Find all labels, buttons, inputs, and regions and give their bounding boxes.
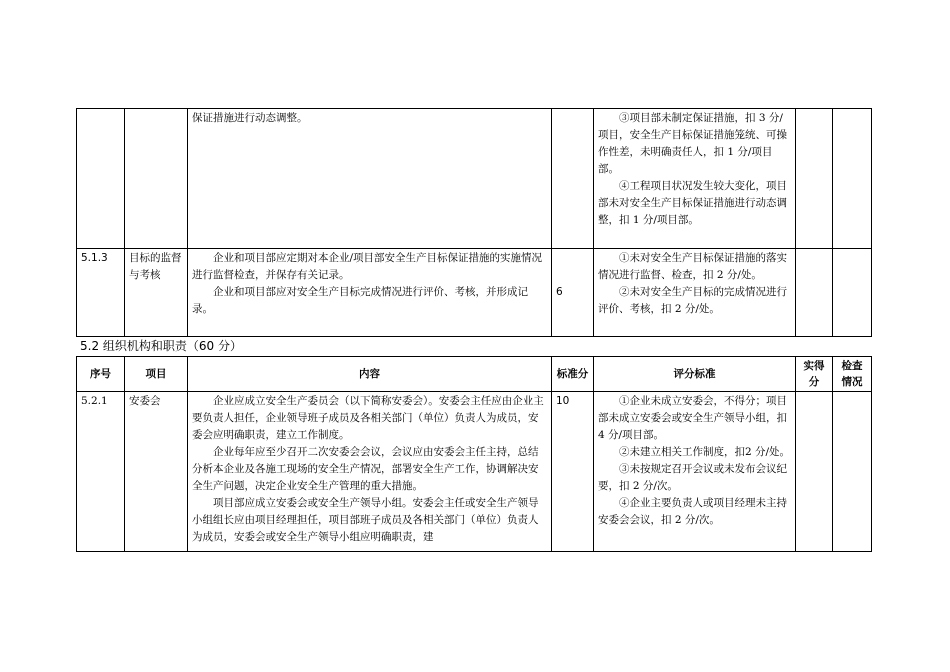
content-text: 企业每年应至少召开二次安委会会议，会议应由安委会主任主持，总结分析本企业及各施工现场的安全生产情况，部署安全生产工作，协调解决安全生产问题，决定企业安全生产管理的重大措施。 — [192, 446, 539, 492]
item-cell: 目标的监督与考核 — [125, 249, 188, 337]
criteria-cell — [594, 392, 796, 552]
criteria-item: ①未对安全生产目标保证措施的落实情况进行监督、检查，扣 2 分/处。 — [598, 252, 787, 281]
content-text: 项目部应成立安委会或安全生产领导小组。安委会主任或安全生产领导小组组长应由项目经理担任，项目部班子成员及各相关部门（单位）负责人为成员，安委会或安全生产领导小组应明确职责，建 — [192, 497, 539, 543]
item-cell — [125, 109, 188, 249]
actual-score-cell — [796, 109, 833, 249]
standards-table-continued — [76, 108, 872, 337]
content-cell — [188, 249, 552, 337]
criteria-item: ②未对安全生产目标的完成情况进行评价、考核，扣 2 分/处。 — [598, 286, 787, 315]
header-no: 序号 — [77, 357, 125, 392]
table-row — [77, 109, 872, 249]
criteria-item: ②未建立相关工作制度，扣2 分/处。 — [619, 446, 791, 458]
content-cell — [188, 392, 552, 552]
header-content: 内容 — [188, 357, 552, 392]
criteria-item: ④工程项目状况发生较大变化，项目部未对安全生产目标保证措施进行动态调整，扣 1 分/项目部。 — [598, 180, 787, 226]
criteria-cell — [594, 249, 796, 337]
check-cell — [833, 109, 872, 249]
header-actual-score: 实得分 — [796, 357, 833, 392]
score-cell: 10 — [552, 392, 594, 552]
header-criteria: 评分标准 — [594, 357, 796, 392]
table-row — [77, 392, 872, 552]
criteria-item: ④企业主要负责人或项目经理未主持安委会会议，扣 2 分/次。 — [598, 497, 787, 526]
item-cell: 安委会 — [125, 392, 188, 552]
check-cell — [833, 249, 872, 337]
table-row — [77, 249, 872, 337]
header-score: 标准分 — [552, 357, 594, 392]
no-cell: 5.2.1 — [77, 392, 125, 552]
criteria-item: ③未按规定召开会议或未发布会议纪要，扣 2 分/次。 — [598, 463, 787, 492]
content-cell — [188, 109, 552, 249]
content-text: 保证措施进行动态调整。 — [192, 112, 308, 124]
content-text: 企业应成立安全生产委员会（以下简称安委会）。安委会主任应由企业主要负责人担任，企业领导班子成员及各相关部门（单位）负责人为成员，安委会应明确职责，建立工作制度。 — [192, 395, 544, 441]
header-check: 检查情况 — [833, 357, 872, 392]
content-text: 企业和项目部应定期对本企业/项目部安全生产目标保证措施的实施情况进行监督检查，并保存有关记录。 — [192, 252, 543, 281]
actual-score-cell — [796, 249, 833, 337]
section-title: 5.2 组织机构和职责（60 分） — [80, 339, 242, 353]
header-item: 项目 — [125, 357, 188, 392]
score-cell: 6 — [552, 249, 594, 337]
content-text: 企业和项目部应对安全生产目标完成情况进行评价、考核，并形成记录。 — [192, 286, 528, 315]
criteria-item: ③项目部未制定保证措施，扣 3 分/项目，安全生产目标保证措施笼统、可操作性差，未明确责任人，扣 1 分/项目部。 — [598, 112, 787, 175]
criteria-item: ①企业未成立安委会，不得分；项目部未成立安委会或安全生产领导小组，扣 4 分/项目部。 — [598, 395, 787, 441]
table-header-row — [77, 357, 872, 392]
actual-score-cell — [796, 392, 833, 552]
standards-table — [76, 356, 872, 552]
score-cell — [552, 109, 594, 249]
check-cell — [833, 392, 872, 552]
no-cell: 5.1.3 — [77, 249, 125, 337]
criteria-cell — [594, 109, 796, 249]
no-cell — [77, 109, 125, 249]
